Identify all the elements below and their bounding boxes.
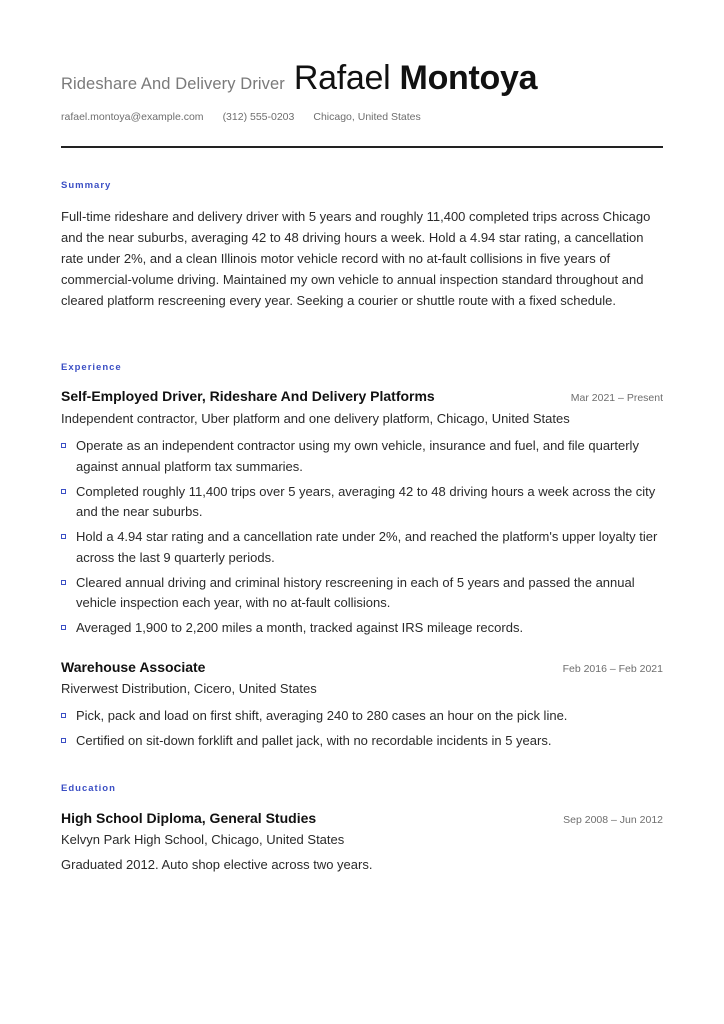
bullet-item bbox=[61, 527, 663, 568]
job-title-entry: Warehouse Associate bbox=[61, 659, 206, 675]
last-name: Montoya bbox=[399, 59, 538, 97]
resume-header bbox=[61, 58, 663, 123]
job-dates: Feb 2016 – Feb 2021 bbox=[562, 663, 663, 675]
bullet-item bbox=[61, 618, 663, 639]
bullet-text: Pick, pack and load on first shift, averaging 240 to 280 cases an hour on the pick line. bbox=[76, 708, 568, 723]
title-row bbox=[61, 58, 663, 98]
job-dates: Mar 2021 – Present bbox=[570, 392, 663, 404]
contact-row bbox=[61, 111, 663, 123]
job-bullets bbox=[61, 706, 663, 752]
bullet-text: Averaged 1,900 to 2,200 miles a month, tracked against IRS mileage records. bbox=[76, 620, 524, 635]
bullet-icon bbox=[61, 534, 66, 539]
bullet-icon bbox=[61, 580, 66, 585]
bullet-icon bbox=[61, 738, 66, 743]
header-divider bbox=[61, 146, 663, 148]
contact-location: Chicago, United States bbox=[313, 111, 421, 123]
bullet-item bbox=[61, 573, 663, 614]
job-subtitle: Riverwest Distribution, Cicero, United States bbox=[61, 681, 317, 696]
candidate-name bbox=[294, 58, 537, 98]
education-heading: Education bbox=[61, 783, 116, 794]
school-name: Kelvyn Park High School, Chicago, United States bbox=[61, 832, 345, 847]
bullet-text: Hold a 4.94 star rating and a cancellation rate under 2%, and reached the platform's upper loyalty tier across the last 9 quarterly periods. bbox=[76, 529, 658, 565]
bullet-item bbox=[61, 482, 663, 523]
bullet-text: Certified on sit-down forklift and pallet jack, with no recordable incidents in 5 years. bbox=[76, 733, 552, 748]
bullet-text: Cleared annual driving and criminal history rescreening in each of 5 years and passed the annual vehicle inspection each year, with no at-fault collisions. bbox=[76, 574, 635, 610]
bullet-icon bbox=[61, 443, 66, 448]
bullet-item bbox=[61, 731, 663, 752]
experience-heading: Experience bbox=[61, 362, 122, 373]
summary-heading: Summary bbox=[61, 180, 112, 191]
education-dates: Sep 2008 – Jun 2012 bbox=[563, 814, 663, 826]
job-title-entry: Self-Employed Driver, Rideshare And Delivery Platforms bbox=[61, 388, 435, 404]
job-bullets bbox=[61, 436, 663, 639]
job-subtitle: Independent contractor, Uber platform and one delivery platform, Chicago, United States bbox=[61, 411, 570, 426]
job-header bbox=[61, 659, 663, 675]
bullet-icon bbox=[61, 713, 66, 718]
job-title: Rideshare And Delivery Driver bbox=[61, 75, 285, 93]
degree-title: High School Diploma, General Studies bbox=[61, 810, 317, 826]
summary-text: Full-time rideshare and delivery driver with 5 years and roughly 11,400 completed trips across Chicago and the near suburbs, averaging 42 to 48 driving hours a week. Hold a 4.94 star rating, a cancellation rate under 2%, and a clean Illinois motor vehicle record with no at-fault collisions in five years of commercial-volume driving. Maintained my own vehicle to annual inspection standard throughout and cleared platform rescreening every year. Seeking a courier or shuttle route with a fixed schedule. bbox=[61, 209, 651, 308]
contact-email: rafael.montoya@example.com bbox=[61, 111, 204, 123]
bullet-icon bbox=[61, 625, 66, 630]
contact-phone: (312) 555-0203 bbox=[222, 111, 295, 123]
bullet-item bbox=[61, 436, 663, 477]
job-header bbox=[61, 388, 663, 404]
bullet-icon bbox=[61, 489, 66, 494]
education-note: Graduated 2012. Auto shop elective across two years. bbox=[61, 857, 373, 872]
education-header bbox=[61, 810, 663, 826]
bullet-text: Operate as an independent contractor using my own vehicle, insurance and fuel, and file quarterly against annual platform tax summaries. bbox=[76, 438, 639, 474]
bullet-text: Completed roughly 11,400 trips over 5 years, averaging 42 to 48 driving hours a week across the city and the near suburbs. bbox=[76, 483, 656, 519]
bullet-item bbox=[61, 706, 663, 727]
first-name: Rafael bbox=[293, 59, 391, 97]
